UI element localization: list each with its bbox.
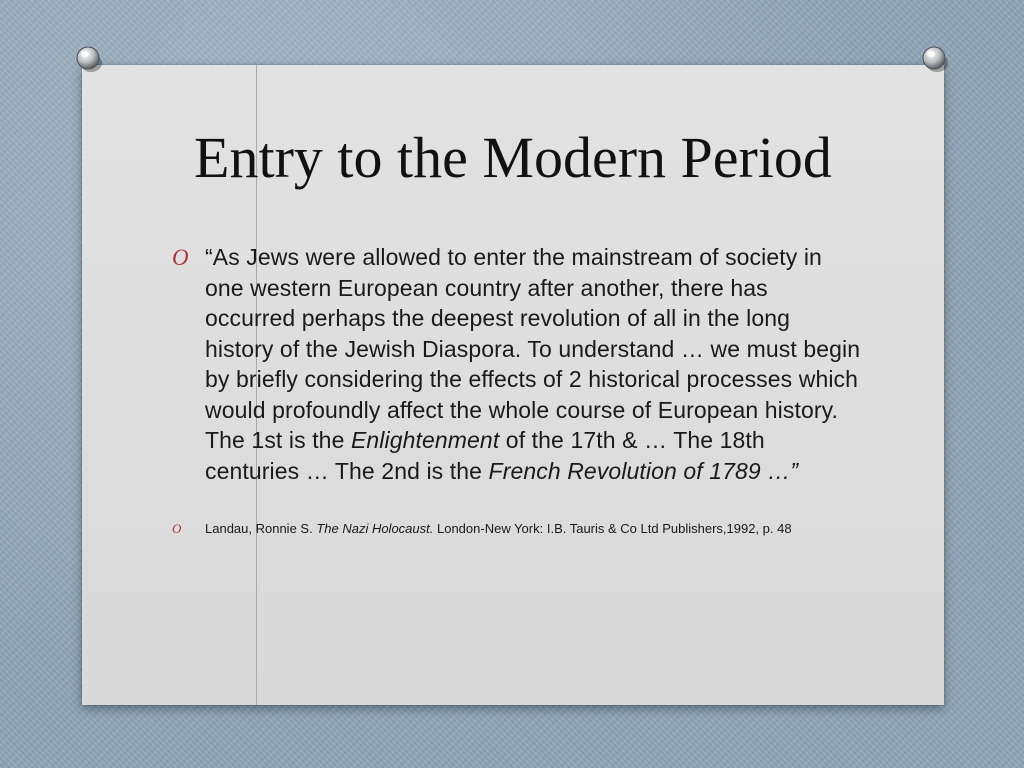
- bullet-icon: O: [172, 521, 182, 536]
- citation-publication: London-New York: I.B. Tauris & Co Ltd Publishers,1992, p. 48: [433, 521, 792, 536]
- bullet-list: [172, 242, 862, 538]
- quote-text-continued: of the 17th & … The 18th centuries … The 2nd is the: [205, 427, 765, 484]
- quote-text: “As Jews were allowed to enter the mainstream of society in one western European country after another, there has occurred perhaps the deepest revolution of all in the long history of the Jewish Diaspora. To understand … we must begin by briefly considering the effects of 2 historical processes which would profoundly affect the whole course of European history. The 1st is the: [205, 244, 861, 453]
- quote-bullet: [172, 242, 862, 486]
- citation-author: Landau, Ronnie S.: [205, 521, 317, 536]
- slide-title: Entry to the Modern Period: [194, 125, 832, 190]
- citation-book-title: The Nazi Holocaust.: [316, 521, 434, 536]
- pushpin-icon: [920, 44, 950, 74]
- bullet-icon: O: [172, 245, 189, 270]
- citation-bullet: [172, 520, 862, 538]
- quote-emphasis-enlightenment: Enlightenment: [350, 427, 500, 453]
- quote-emphasis-french-revolution: French Revolution of 1789 …”: [488, 457, 799, 484]
- pushpin-icon: [74, 44, 104, 74]
